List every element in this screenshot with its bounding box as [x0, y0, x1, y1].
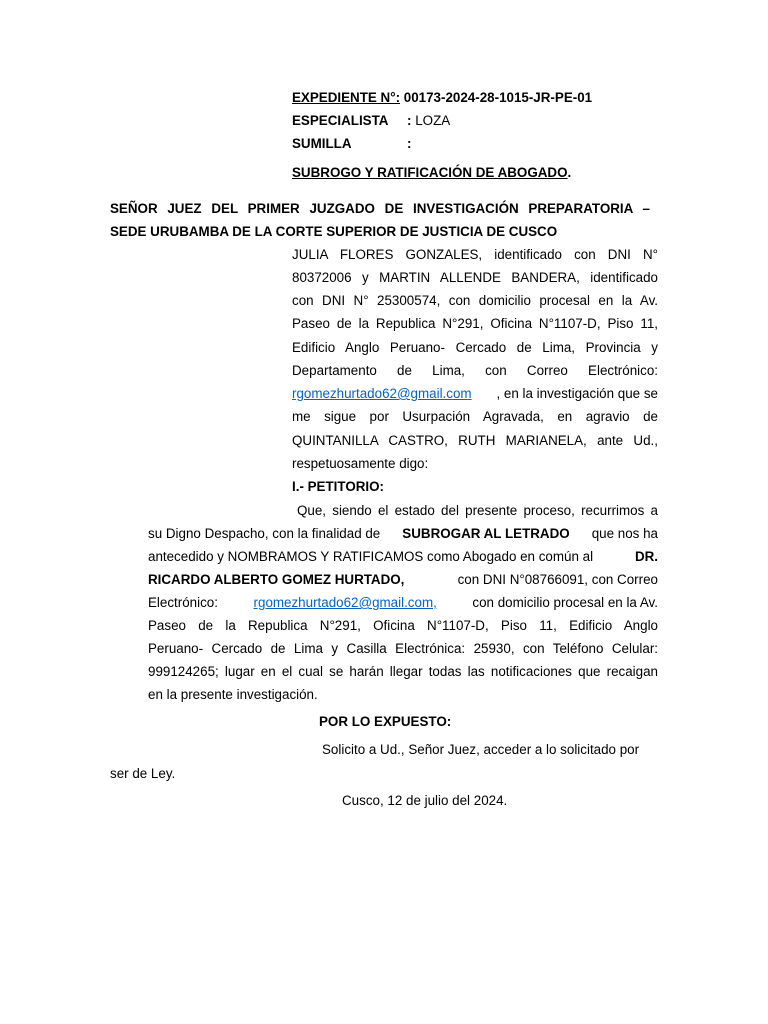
especialista-label: ESPECIALISTA — [292, 113, 389, 128]
sumilla-title: SUBROGO Y RATIFICACIÓN DE ABOGADO — [292, 165, 568, 180]
intro-text-5: Edificio Anglo Peruano- Cercado de Lima, Provincia y — [292, 340, 658, 355]
petitorio-text-8: 999124265; lugar en el cual se harán llegar todas las notificaciones que recaigan — [148, 664, 658, 679]
petitorio-text-2b: SUBROGAR AL LETRADO — [402, 526, 570, 541]
addressee-line-2: SEDE URUBAMBA DE LA CORTE SUPERIOR DE JUSTICIA DE CUSCO — [110, 224, 558, 239]
petitorio-line-5 — [148, 595, 658, 611]
intro-line-3 — [292, 293, 658, 309]
sumilla-line — [292, 136, 352, 152]
petitorio-text-3b: DR. — [634, 549, 658, 564]
intro-text-1: JULIA FLORES GONZALES, identificado con DNI N° — [292, 247, 658, 262]
petitorio-text-6: Paseo de la Republica N°291, Oficina N°1107-D, Piso 11, Edificio Anglo — [148, 618, 658, 633]
petitorio-text-4b: con DNI N°08766091, con Correo — [457, 572, 658, 587]
intro-line-7 — [292, 386, 658, 402]
petitorio-line-7 — [148, 641, 658, 657]
expediente-line — [292, 90, 592, 106]
petitorio-line-3 — [148, 549, 658, 565]
closing-line-2: ser de Ley. — [110, 766, 176, 781]
petitorio-line-8 — [148, 664, 658, 680]
intro-text-9: QUINTANILLA CASTRO, RUTH MARIANELA, ante Ud., — [292, 433, 658, 448]
petitorio-text-5b: con domicilio procesal en la Av. — [472, 595, 658, 610]
petitorio-line-9: en la presente investigación. — [148, 687, 318, 702]
intro-line-10: respetuosamente digo: — [292, 456, 429, 471]
intro-text-8: me sigue por Usurpación Agravada, en agravio de — [292, 409, 658, 424]
expediente-value: 00173-2024-28-1015-JR-PE-01 — [400, 90, 593, 105]
petitorio-text-5a: Electrónico: — [148, 595, 218, 610]
petitorio-email-link[interactable]: rgomezhurtado62@gmail.com, — [253, 595, 437, 610]
especialista-colon: : — [407, 113, 412, 128]
petitorio-line-2 — [148, 526, 658, 542]
petitorio-text-3a: antecedido y NOMBRAMOS Y RATIFICAMOS como Abogado en común al — [148, 549, 594, 564]
petitorio-text-4a: RICARDO ALBERTO GOMEZ HURTADO, — [148, 572, 405, 587]
intro-line-9 — [292, 433, 658, 449]
petitorio-text-2a: su Digno Despacho, con la finalidad de — [148, 526, 381, 541]
petitorio-line-4 — [148, 572, 658, 588]
intro-line-2 — [292, 270, 658, 286]
intro-text-2: 80372006 y MARTIN ALLENDE BANDERA, identificado — [292, 270, 658, 285]
sumilla-label: SUMILLA — [292, 136, 352, 151]
petitorio-line-6 — [148, 618, 658, 634]
especialista-line — [292, 113, 388, 129]
petitorio-text-1: Que, siendo el estado del presente proceso, recurrimos a — [297, 503, 658, 518]
especialista-value-line — [407, 113, 450, 129]
especialista-value: LOZA — [415, 113, 451, 128]
petitorio-heading: I.- PETITORIO: — [292, 479, 385, 494]
intro-line-8 — [292, 409, 658, 425]
intro-line-5 — [292, 340, 658, 356]
intro-email-link[interactable]: rgomezhurtado62@gmail.com — [292, 386, 472, 401]
intro-line-1 — [292, 247, 658, 263]
expediente-label: EXPEDIENTE N°: — [292, 90, 401, 105]
intro-text-7: , en la investigación que se — [496, 386, 658, 401]
sumilla-period: . — [567, 165, 572, 180]
closing-heading: POR LO EXPUESTO: — [319, 714, 452, 729]
sumilla-colon-line — [407, 136, 411, 152]
petitorio-text-7: Peruano- Cercado de Lima y Casilla Electrónica: 25930, con Teléfono Celular: — [148, 641, 658, 656]
document-date: Cusco, 12 de julio del 2024. — [342, 793, 508, 808]
intro-line-6 — [292, 363, 658, 379]
sumilla-title-line — [292, 165, 571, 181]
closing-line-1: Solicito a Ud., Señor Juez, acceder a lo solicitado por — [322, 742, 640, 757]
intro-line-4 — [292, 316, 658, 332]
intro-text-4: Paseo de la Republica N°291, Oficina N°1107-D, Piso 11, — [292, 316, 658, 331]
addressee-line-1: SEÑOR JUEZ DEL PRIMER JUZGADO DE INVESTIGACIÓN PREPARATORIA – — [110, 201, 650, 216]
petitorio-line-1 — [297, 503, 658, 519]
petitorio-text-2c: que nos ha — [591, 526, 658, 541]
sumilla-colon: : — [407, 136, 412, 151]
intro-text-3: con DNI N° 25300574, con domicilio procesal en la Av. — [292, 293, 658, 308]
intro-text-6: Departamento de Lima, con Correo Electrónico: — [292, 363, 658, 378]
